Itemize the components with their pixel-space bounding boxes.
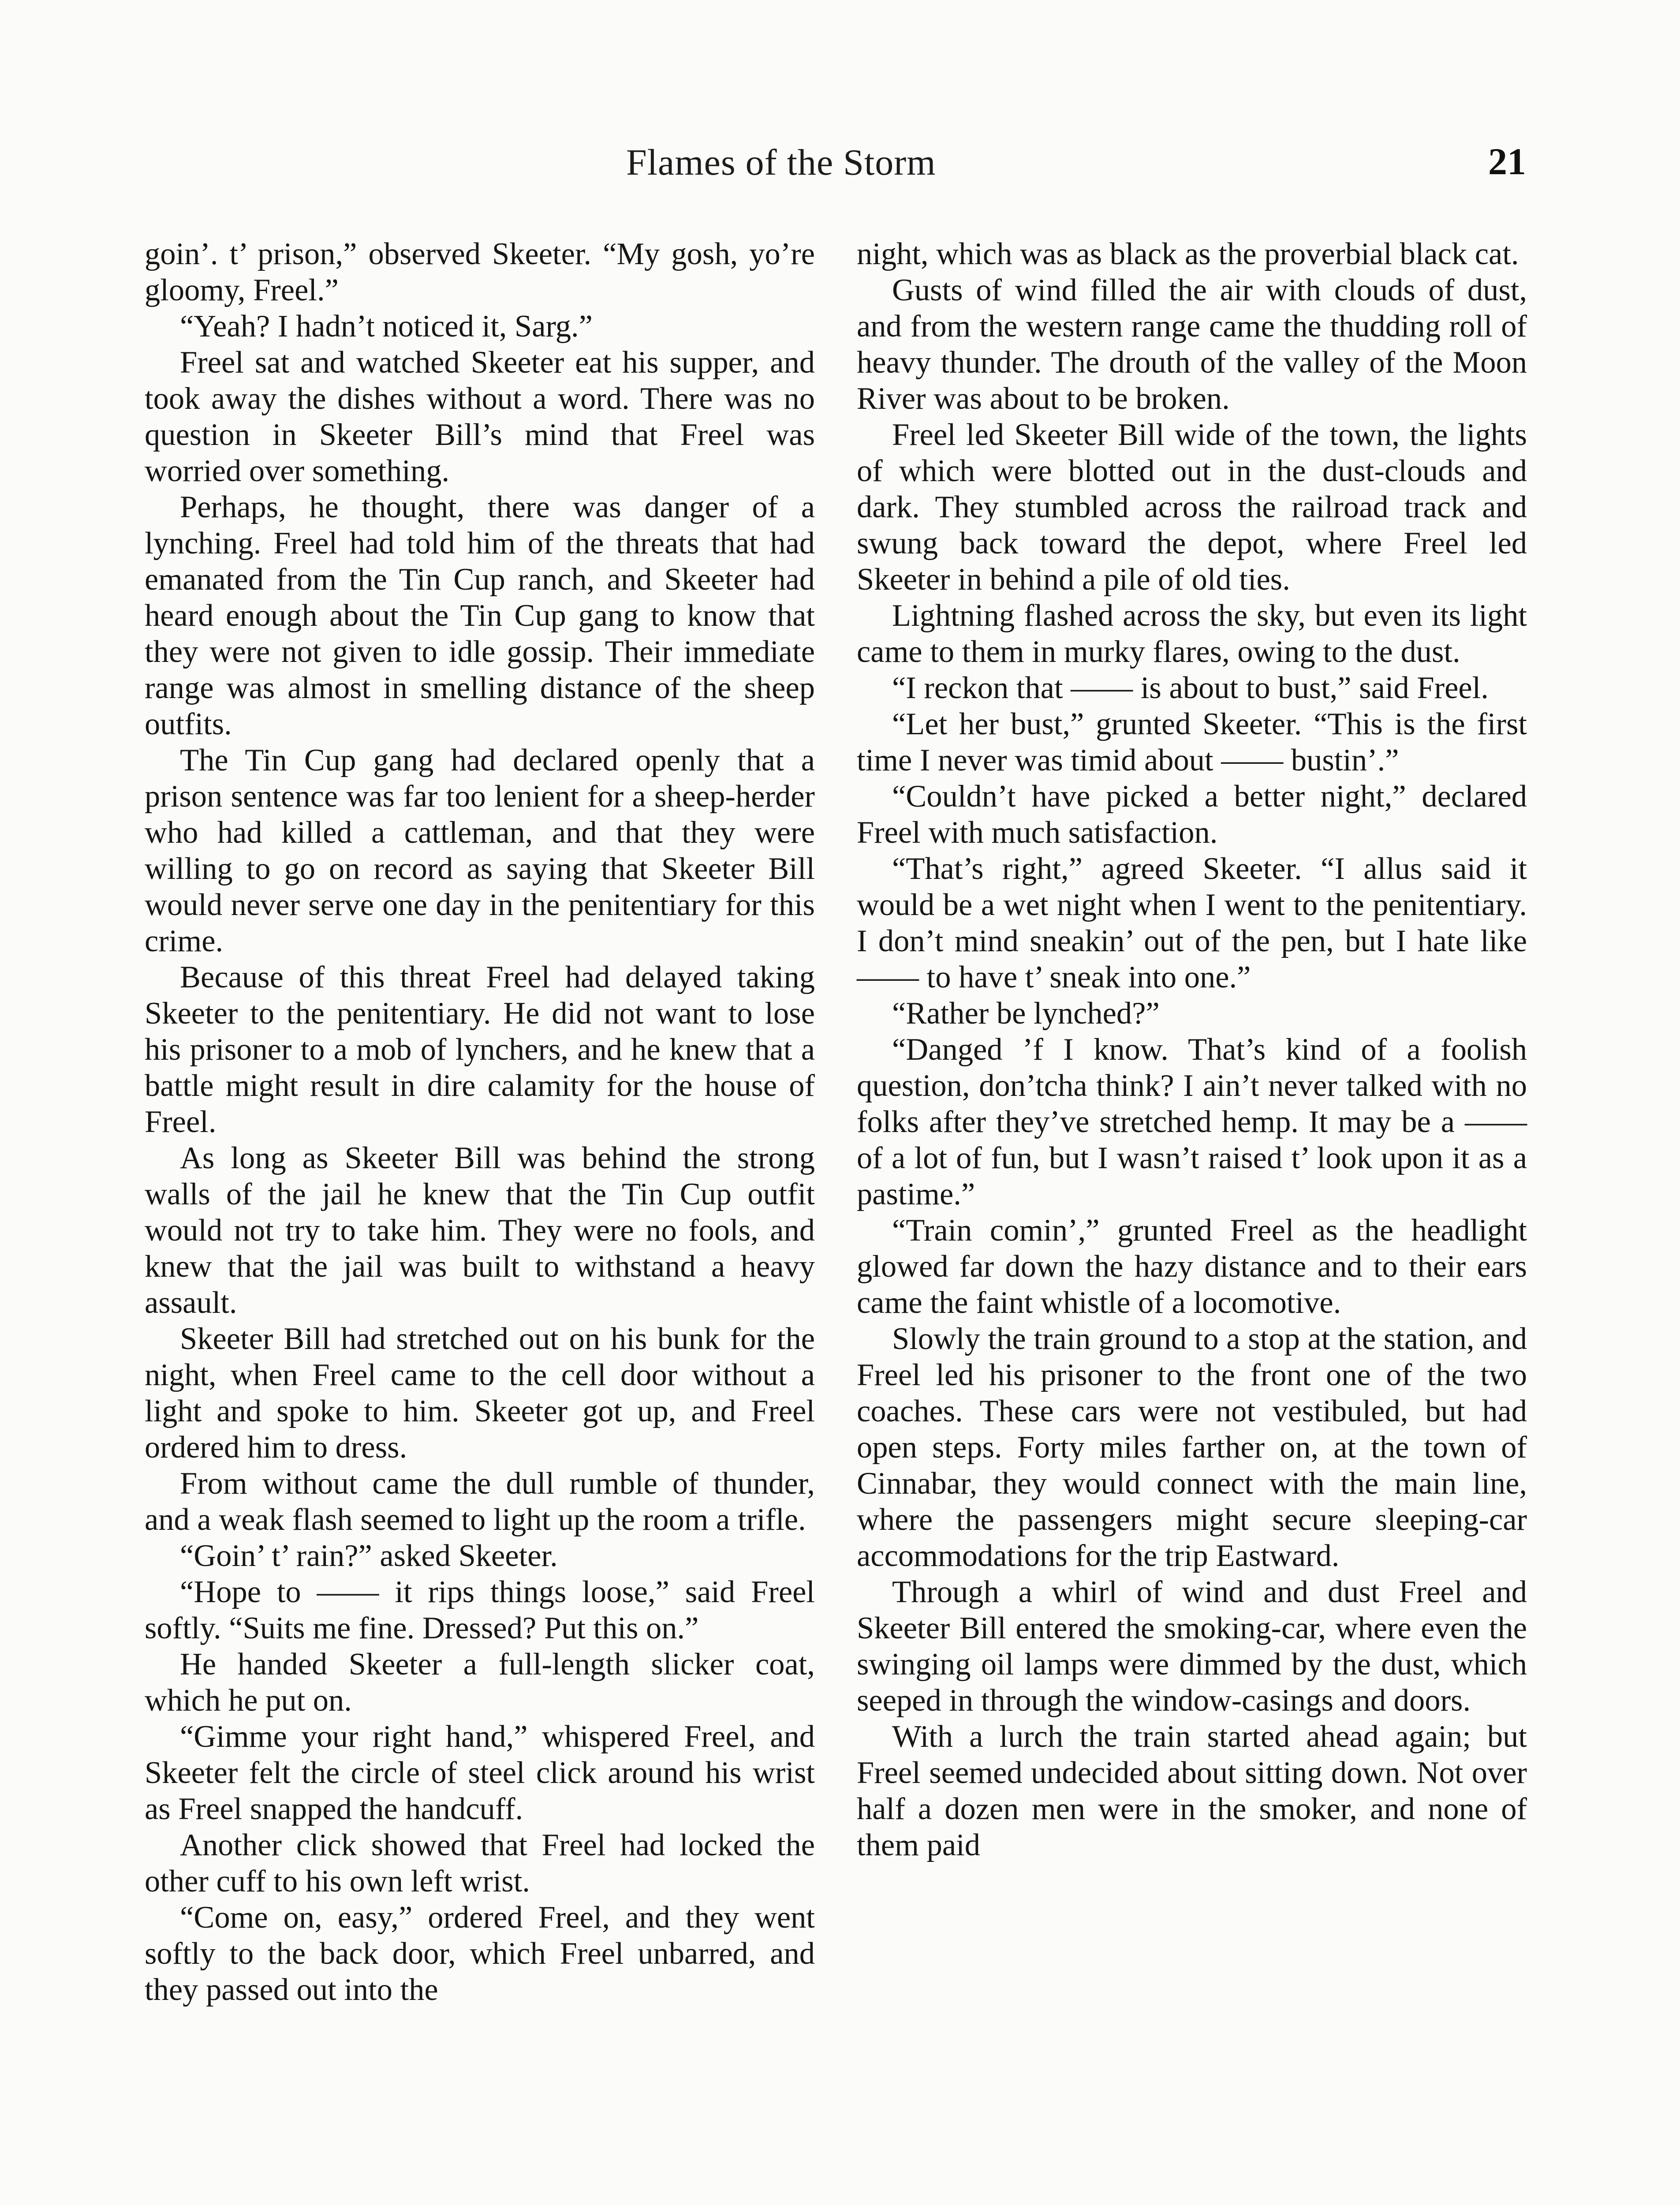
right-column: [857, 236, 1527, 1863]
paragraph: “I reckon that —— is about to bust,” said Freel.: [892, 671, 1489, 705]
paragraph: “Gimme your right hand,” whispered Freel, and Skeeter felt the circle of steel click around his wrist as Freel snapped the handcuff.: [145, 1719, 815, 1826]
paragraph: Freel sat and watched Skeeter eat his supper, and took away the dishes without a word. There was no question in Skeeter Bill’s mind that Freel was worried over something.: [145, 345, 815, 488]
paragraph: “Hope to —— it rips things loose,” said Freel softly. “Suits me fine. Dressed? Put this on.”: [145, 1575, 815, 1645]
paragraph: Skeeter Bill had stretched out on his bunk for the night, when Freel came to the cell door without a light and spoke to him. Skeeter got up, and Freel ordered him to dress.: [145, 1322, 815, 1465]
paragraph: “Rather be lynched?”: [892, 996, 1160, 1031]
paragraph: “Come on, easy,” ordered Freel, and they went softly to the back door, which Freel unbarred, and they passed out into the: [145, 1900, 815, 2007]
paragraph: “Danged ’f I know. That’s kind of a foolish question, don’tcha think? I ain’t never talked with no folks after they’ve stretched hemp. It may be a —— of a lot of fun, but I wasn’t raised t’ look upon it as a pastime.”: [857, 1032, 1527, 1211]
paragraph: “Train comin’,” grunted Freel as the headlight glowed far down the hazy distance and to their ears came the faint whistle of a locomotive.: [857, 1213, 1527, 1320]
page-number: 21: [1488, 140, 1526, 183]
page-header: [0, 141, 1680, 207]
paragraph: Another click showed that Freel had locked the other cuff to his own left wrist.: [145, 1828, 815, 1899]
left-column: [145, 236, 815, 2008]
paragraph: Through a whirl of wind and dust Freel and Skeeter Bill entered the smoking-car, where even the swinging oil lamps were dimmed by the dust, which seeped in through the window-casings and doors.: [857, 1575, 1527, 1718]
running-title: Flames of the Storm: [626, 142, 936, 183]
paragraph: He handed Skeeter a full-length slicker coat, which he put on.: [145, 1647, 815, 1718]
paragraph: “Yeah? I hadn’t noticed it, Sarg.”: [180, 309, 593, 344]
paragraph: night, which was as black as the proverbial black cat.: [857, 237, 1519, 271]
paragraph: As long as Skeeter Bill was behind the strong walls of the jail he knew that the Tin Cup outfit would not try to take him. They were no fools, and knew that the jail was built to withstand a heavy assault.: [145, 1141, 815, 1320]
paragraph: Perhaps, he thought, there was danger of a lynching. Freel had told him of the threats that had emanated from the Tin Cup ranch, and Skeeter had heard enough about the Tin Cup gang to know that they were not given to idle gossip. Their immediate range was almost in smelling distance of the sheep outfits.: [145, 490, 815, 741]
paragraph: Lightning flashed across the sky, but even its light came to them in murky flares, owing to the dust.: [857, 598, 1527, 669]
paragraph: Freel led Skeeter Bill wide of the town, the lights of which were blotted out in the dust-clouds and dark. They stumbled across the railroad track and swung back toward the depot, where Freel led Skeeter in behind a pile of old ties.: [857, 418, 1527, 597]
paragraph: Gusts of wind filled the air with clouds of dust, and from the western range came the thudding roll of heavy thunder. The drouth of the valley of the Moon River was about to be broken.: [857, 273, 1527, 416]
paragraph: Because of this threat Freel had delayed taking Skeeter to the penitentiary. He did not want to lose his prisoner to a mob of lynchers, and he knew that a battle might result in dire calamity for the house of Freel.: [145, 960, 815, 1139]
paragraph: “Goin’ t’ rain?” asked Skeeter.: [180, 1539, 558, 1573]
paragraph: Slowly the train ground to a stop at the station, and Freel led his prisoner to the front one of the two coaches. These cars were not vestibuled, but had open steps. Forty miles farther on, at the town of Cinnabar, they would connect with the main line, where the passengers might secure sleeping-car accommodations for the trip Eastward.: [857, 1322, 1527, 1573]
paragraph: “That’s right,” agreed Skeeter. “I allus said it would be a wet night when I went to the penitentiary. I don’t mind sneakin’ out of the pen, but I hate like —— to have t’ sneak into one.”: [857, 852, 1527, 994]
paragraph: goin’. t’ prison,” observed Skeeter. “My gosh, yo’re gloomy, Freel.”: [145, 237, 815, 307]
paragraph: With a lurch the train started ahead again; but Freel seemed undecided about sitting down. Not over half a dozen men were in the smoker, and none of them paid: [857, 1719, 1527, 1862]
paragraph: From without came the dull rumble of thunder, and a weak flash seemed to light up the room a trifle.: [145, 1466, 815, 1537]
paragraph: The Tin Cup gang had declared openly that a prison sentence was far too lenient for a sheep-herder who had killed a cattleman, and that they were willing to go on record as saying that Skeeter Bill would never serve one day in the penitentiary for this crime.: [145, 743, 815, 958]
paragraph: “Let her bust,” grunted Skeeter. “This is the first time I never was timid about —— bustin’.”: [857, 707, 1527, 777]
paragraph: “Couldn’t have picked a better night,” declared Freel with much satisfaction.: [857, 779, 1527, 850]
